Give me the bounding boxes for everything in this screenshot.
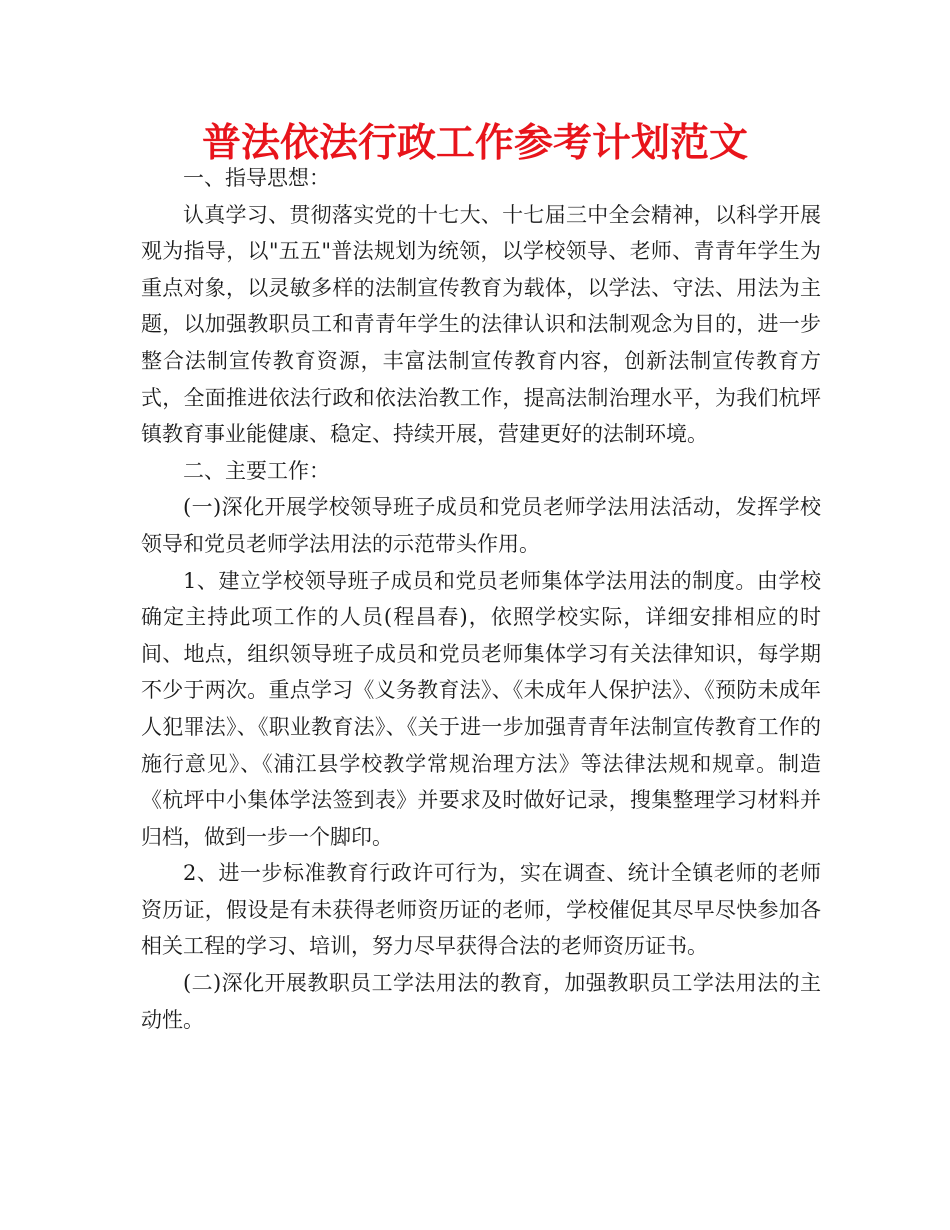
section-heading-guiding-thought: 一、指导思想： <box>183 166 330 190</box>
paragraph-item-1: 1、建立学校领导班子成员和党员老师集体学法用法的制度。由学校确定主持此项工作的人员(程昌春)，依照学校实际，详细安排相应的时间、地点，组织领导班子成员和党员老师集体学习有关法律知识，每学期不少于两次。重点学习《义务教育法》、《未成年人保护法》、《预防未成年人犯罪法》、《职业教育法》、《关于进一步加强青青年法制宣传教育工作的施行意见》、《浦江县学校教学常规治理方法》等法律法规和规章。制造《杭坪中小集体学法签到表》并要求及时做好记录，搜集整理学习材料并归档，做到一步一个脚印。 <box>141 568 821 849</box>
paragraph-subsection-1: (一)深化开展学校领导班子成员和党员老师学法用法活动，发挥学校领导和党员老师学法用法的示范带头作用。 <box>141 495 821 556</box>
document-title: 普法依法行政工作参考计划范文 <box>201 121 748 166</box>
paragraph-guiding-thought: 认真学习、贯彻落实党的十七大、十七届三中全会精神，以科学开展观为指导，以"五五"普法规划为统领，以学校领导、老师、青青年学生为重点对象，以灵敏多样的法制宣传教育为载体，以学法、守法、用法为主题，以加强教职员工和青青年学生的法律认识和法制观念为目的，进一步整合法制宣传教育资源，丰富法制宣传教育内容，创新法制宣传教育方式，全面推进依法行政和依法治教工作，提高法制治理水平，为我们杭坪镇教育事业能健康、稳定、持续开展，营建更好的法制环境。 <box>141 202 821 447</box>
paragraph-item-2: 2、进一步标准教育行政许可行为，实在调查、统计全镇老师的老师资历证，假设是有未获得老师资历证的老师，学校催促其尽早尽快参加各相关工程的学习、培训，努力尽早获得合法的老师资历证书。 <box>141 861 821 959</box>
document-body <box>141 160 821 1038</box>
section-heading-main-work: 二、主要工作： <box>183 458 330 483</box>
paragraph-subsection-2: (二)深化开展教职员工学法用法的教育，加强教职员工学法用法的主动性。 <box>141 971 821 1032</box>
